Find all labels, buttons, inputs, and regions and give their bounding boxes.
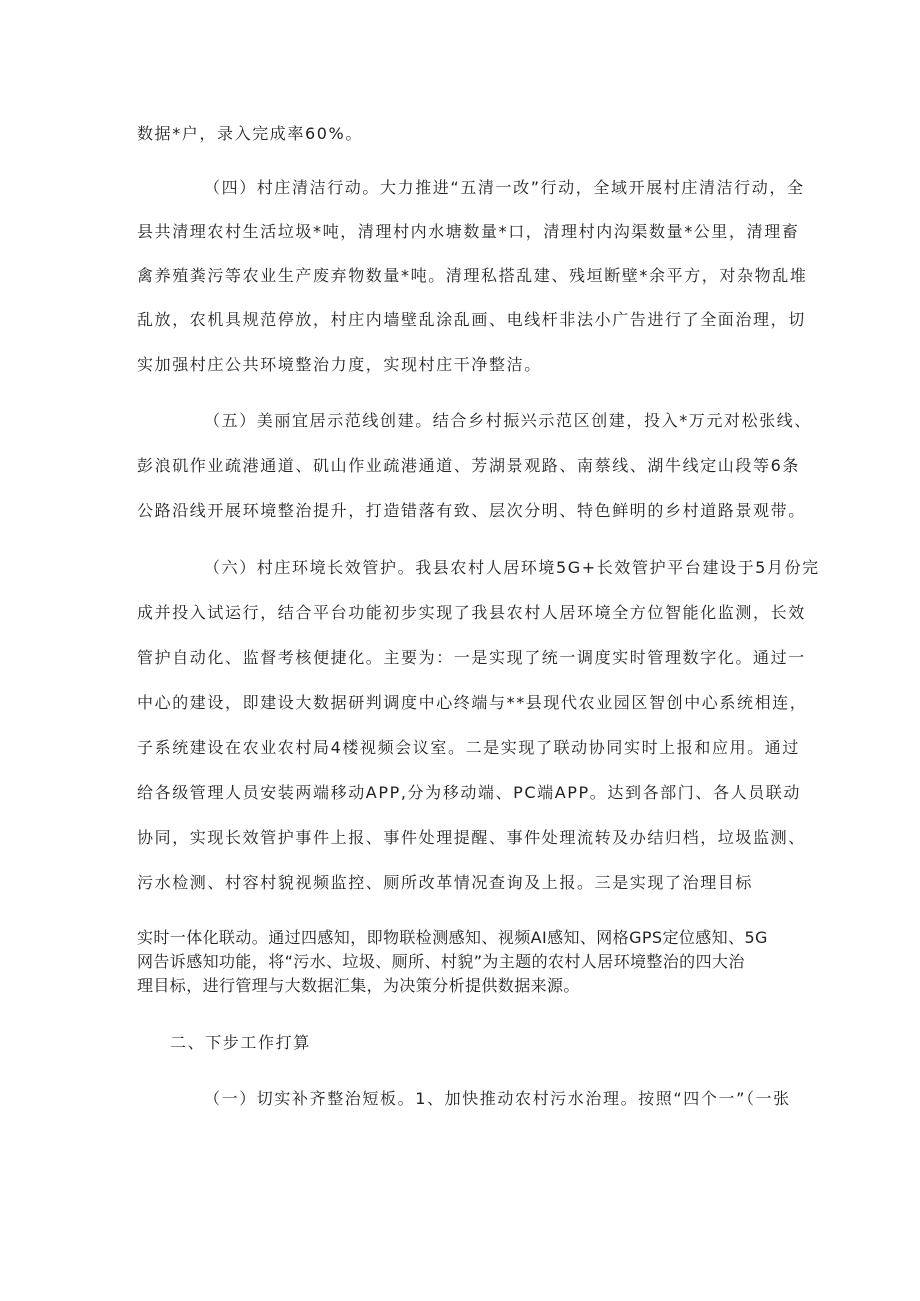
section-heading-fill-gaps: （一）切实补齐整治短板。1、加快推动农村污水治理。按照“四个一”（一张 xyxy=(204,1089,791,1108)
text-line: 县共清理农村生活垃圾*吨，清理村内水塘数量*口，清理村内沟渠数量*公里，清理畜 xyxy=(137,222,800,241)
text-line: 彭浪矶作业疏港通道、矶山作业疏港通道、芳湖景观路、南蔡线、湖牛线定山段等6条 xyxy=(137,456,800,475)
text-line: 子系统建设在农业农村局4楼视频会议室。二是实现了联动协同实时上报和应用。通过 xyxy=(137,738,800,757)
text-line: 实加强村庄公共环境整治力度，实现村庄干净整洁。 xyxy=(137,355,542,374)
text-line: 理目标，进行管理与大数据汇集，为决策分析提供数据来源。 xyxy=(137,976,580,995)
text-line: 协同，实现长效管护事件上报、事件处理提醒、事件处理流转及办结归档，垃圾监测、 xyxy=(137,828,806,847)
text-line: 给各级管理人员安装两端移动APP,分为移动端、PC端APP。达到各部门、各人员联动 xyxy=(137,783,801,802)
text-line: 污水检测、村容村貌视频监控、厕所改革情况查询及上报。三是实现了治理目标 xyxy=(137,873,754,892)
text-line: 公路沿线开展环境整治提升，打造错落有致、层次分明、特色鲜明的乡村道路景观带。 xyxy=(137,501,806,520)
section-heading-demo-line: （五）美丽宜居示范线创建。结合乡村振兴示范区创建，投入*万元对松张线、 xyxy=(204,411,813,430)
text-line: 数据*户，录入完成率60%。 xyxy=(137,124,363,143)
text-line: 中心的建设，即建设大数据研判调度中心终端与**县现代农业园区智创中心系统相连， xyxy=(137,693,808,712)
text-line: 网告诉感知功能，将“污水、垃圾、厕所、村貌”为主题的农村人居环境整治的四大治 xyxy=(137,952,745,971)
text-line: 成并投入试运行，结合平台功能初步实现了我县农村人居环境全方位智能化监测，长效 xyxy=(137,603,806,622)
section-heading-next-steps: 二、下步工作打算 xyxy=(170,1033,311,1052)
section-heading-village-cleaning: （四）村庄清洁行动。大力推进“五清一改”行动，全域开展村庄清洁行动，全 xyxy=(204,178,805,197)
text-line: 管护自动化、监督考核便捷化。主要为：一是实现了统一调度实时管理数字化。通过一 xyxy=(137,648,806,667)
section-heading-long-term-management: （六）村庄环境长效管护。我县农村人居环境5G+长效管护平台建设于5月份完 xyxy=(204,558,820,577)
text-line: 乱放，农机具规范停放，村庄内墙壁乱涂乱画、电线杆非法小广告进行了全面治理，切 xyxy=(137,310,806,329)
text-line: 实时一体化联动。通过四感知，即物联检测感知、视频AI感知、网格GPS定位感知、5G xyxy=(137,928,768,947)
text-line: 禽养殖粪污等农业生产废弃物数量*吨。清理私搭乱建、残垣断壁*余平方，对杂物乱堆 xyxy=(137,266,808,285)
